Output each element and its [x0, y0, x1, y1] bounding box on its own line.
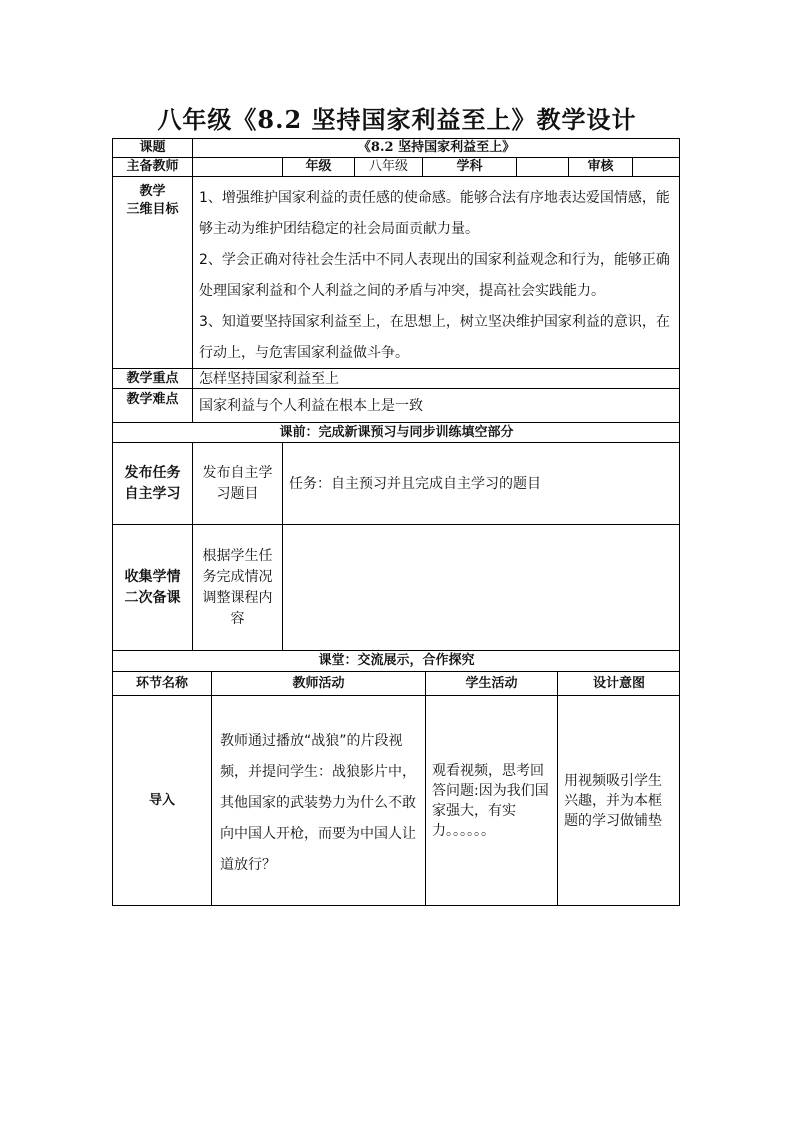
- key-point-label: 教学重点: [112, 368, 192, 388]
- table-bottom-border: [112, 905, 680, 906]
- publish-task-label: [112, 442, 192, 524]
- objective-item: 1、增强维护国家利益的责任感的使命感。能够合法有序地表达爱国情感，能够主动为维护团结稳定的社会局面贡献力量。: [199, 190, 670, 237]
- publish-task-label-line2: 自主学习: [124, 485, 181, 502]
- review-value: [632, 157, 680, 176]
- review-label: 审核: [568, 157, 632, 176]
- table-right-border: [679, 138, 680, 906]
- topic-label: 课题: [112, 138, 192, 157]
- collect-action: 根据学生任务完成情况调整课程内容: [192, 524, 282, 650]
- preclass-header: 课前：完成新课预习与同步训练填空部分: [112, 422, 680, 442]
- class-header: 课堂：交流展示，合作探究: [112, 650, 680, 671]
- column-header-student: 学生活动: [425, 671, 557, 695]
- grade-label: 年级: [282, 157, 354, 176]
- objectives-label-line2: 三维目标: [126, 202, 179, 217]
- document-title: 八年级《8.2 坚持国家利益至上》教学设计: [157, 105, 637, 134]
- grade-value: 八年级: [354, 157, 422, 176]
- intro-stage: 导入: [112, 695, 211, 906]
- collect-label: [112, 524, 192, 650]
- publish-task-content: 任务：自主预习并且完成自主学习的题目: [282, 442, 680, 524]
- column-header-purpose: 设计意图: [557, 671, 680, 695]
- subject-label: 学科: [422, 157, 516, 176]
- subject-value: [516, 157, 568, 176]
- difficulty-label-text: 教学难点: [126, 392, 179, 407]
- objectives-label-line1: 教学: [139, 184, 166, 199]
- collect-content: [282, 524, 680, 650]
- objectives-label: [112, 176, 192, 368]
- objectives-content: [192, 176, 680, 368]
- intro-teacher-activity: 教师通过播放“战狼”的片段视频，并提问学生：战狼影片中，其他国家的武装势力为什么不敢向中国人开枪，而要为中国人让道放行？: [211, 695, 425, 906]
- column-header-stage: 环节名称: [112, 671, 211, 695]
- collect-label-line1: 收集学情: [124, 568, 181, 585]
- publish-task-action: 发布自主学习题目: [192, 442, 282, 524]
- difficulty-label: [112, 388, 192, 422]
- column-header-teacher: 教师活动: [211, 671, 425, 695]
- publish-task-label-line1: 发布任务: [124, 464, 181, 481]
- key-point-value: 怎样坚持国家利益至上: [192, 368, 680, 388]
- objective-item: 2、学会正确对待社会生活中不同人表现出的国家利益观念和行为，能够正确处理国家利益和个人利益之间的矛盾与冲突，提高社会实践能力。: [199, 252, 670, 299]
- difficulty-value: 国家利益与个人利益在根本上是一致: [192, 388, 680, 422]
- intro-student-activity: 观看视频，思考回答问题:因为我们国家强大，有实力。。。。。。: [425, 695, 557, 906]
- teacher-value: [192, 157, 282, 176]
- topic-value: 《8.2 坚持国家利益至上》: [192, 138, 680, 157]
- lesson-plan-table: [112, 138, 680, 906]
- intro-design-purpose: 用视频吸引学生兴趣，并为本框题的学习做铺垫: [557, 695, 680, 906]
- collect-label-line2: 二次备课: [124, 589, 181, 606]
- teacher-label: 主备教师: [112, 157, 192, 176]
- objective-item: 3、知道要坚持国家利益至上，在思想上，树立坚决维护国家利益的意识，在行动上，与危害国家利益做斗争。: [199, 314, 670, 361]
